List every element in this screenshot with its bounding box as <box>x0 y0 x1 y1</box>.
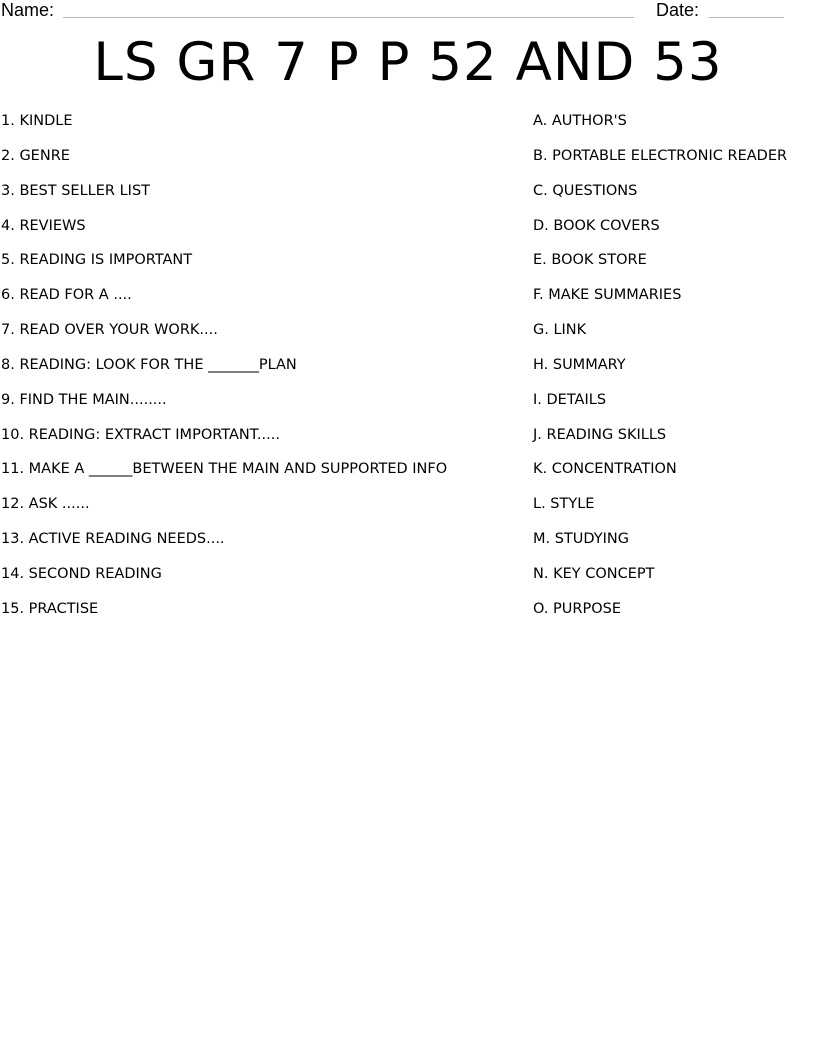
questions-list <box>1 111 521 634</box>
answer-item: H. SUMMARY <box>533 356 626 373</box>
question-item: 14. SECOND READING <box>1 565 162 582</box>
question-item: 5. READING IS IMPORTANT <box>1 252 193 269</box>
question-item: 4. REVIEWS <box>1 217 86 234</box>
answer-item: D. BOOK COVERS <box>533 217 660 234</box>
question-item: 3. BEST SELLER LIST <box>1 182 151 199</box>
worksheet-header <box>0 0 816 24</box>
name-blank-line <box>63 17 634 18</box>
name-label: Name: <box>1 0 55 20</box>
question-item: 6. READ FOR A .... <box>1 287 132 304</box>
answer-item: F. MAKE SUMMARIES <box>533 287 682 304</box>
question-item: 8. READING: LOOK FOR THE _______PLAN <box>1 356 297 373</box>
question-item: 15. PRACTISE <box>1 600 99 617</box>
question-item: 12. ASK ...... <box>1 496 90 513</box>
answer-item: I. DETAILS <box>533 391 607 408</box>
worksheet-title: LS GR 7 P P 52 AND 53 <box>93 32 723 93</box>
question-item: 9. FIND THE MAIN........ <box>1 391 167 408</box>
answers-list <box>533 111 813 634</box>
question-item: 7. READ OVER YOUR WORK.... <box>1 322 218 339</box>
answer-item: M. STUDYING <box>533 531 629 548</box>
answer-item: O. PURPOSE <box>533 600 621 617</box>
date-label: Date: <box>656 0 700 20</box>
answer-item: C. QUESTIONS <box>533 182 638 199</box>
question-item: 1. KINDLE <box>1 113 73 129</box>
answer-item: A. AUTHOR'S <box>533 113 627 129</box>
question-item: 10. READING: EXTRACT IMPORTANT..... <box>1 426 280 443</box>
answer-item: E. BOOK STORE <box>533 252 647 269</box>
answer-item: J. READING SKILLS <box>533 426 667 443</box>
question-item: 13. ACTIVE READING NEEDS.... <box>1 531 225 548</box>
answer-item: K. CONCENTRATION <box>533 461 677 478</box>
question-item: 11. MAKE A ______BETWEEN THE MAIN AND SUPPORTED INFO <box>1 461 448 478</box>
question-item: 2. GENRE <box>1 147 70 164</box>
answer-item: G. LINK <box>533 322 587 339</box>
answer-item: B. PORTABLE ELECTRONIC READER <box>533 147 788 164</box>
date-blank-line <box>709 17 784 18</box>
answer-item: N. KEY CONCEPT <box>533 565 655 582</box>
answer-item: L. STYLE <box>533 496 595 513</box>
